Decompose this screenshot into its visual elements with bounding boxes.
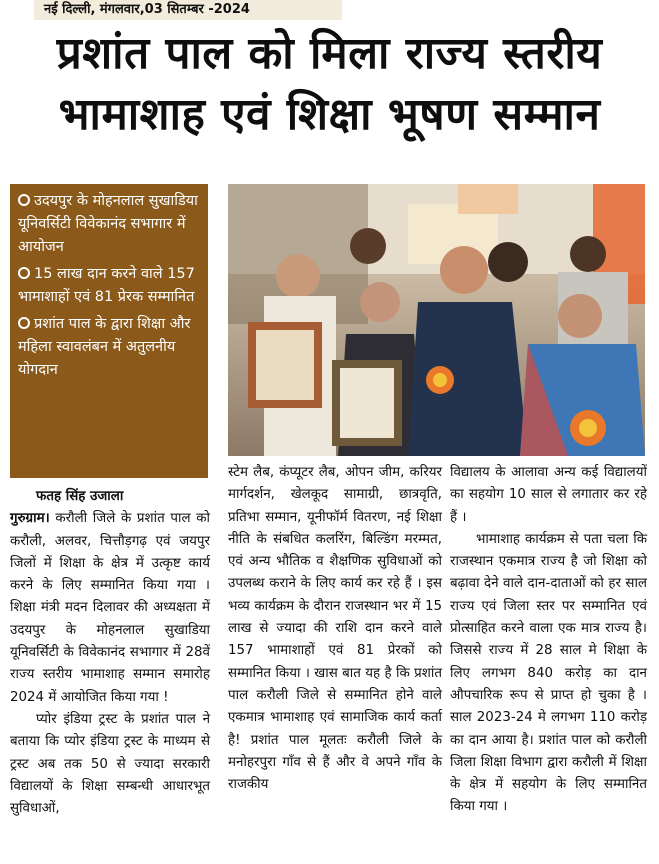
award-ceremony-photo [228,184,645,456]
bullet-circle-icon [18,317,30,329]
paragraph: प्योर इंडिया ट्रस्ट के प्रशांत पाल ने बताया कि प्योर इंडिया ट्रस्ट के माध्यम से ट्रस्ट अब तक 50 से ज्यादा सरकारी विद्यालयों के शिक्षा सम्बन्धी आधारभूत सुविधाओं, [10,711,210,817]
dateline: नई दिल्ली, मंगलवार,03 सितम्बर -2024 [34,0,342,20]
bullet-circle-icon [18,194,30,206]
article-column-2 [228,462,442,796]
paragraph: गुरुग्राम। करौली जिले के प्रशांत पाल को करौली, अलवर, चित्तौड़गढ़ एवं जयपुर जिलों में शिक्षा के क्षेत्र में उत्कृष्ट कार्य करने के लिए सम्मानित किया गया । शिक्षा मंत्री मदन दिलावर की अध्यक्षता में उदयपुर के मोहनलाल सुखाडिया यूनिवर्सिटी के विवेकानंद सभागार में 28वें राज्य स्तरीय भामाशाह सम्मान समारोह 2024 में आयोजित किया गया ! [10,511,210,705]
article-column-1 [10,486,210,820]
highlights-box [10,184,208,478]
dateline-place: गुरुग्राम। [10,511,50,527]
paragraph: भामाशाह कार्यक्रम से पता चला कि राजस्थान एकमात्र राज्य है जो शिक्षा को बढ़ावा देने वाले दान-दाताओं को हर साल राज्य एवं जिला स्तर पर सम्मानित एवं प्रोत्साहित करने वाला एक मात्र राज्य है। जिससे राज्य में 28 साल मे शिक्षा के लिए लगभग 840 करोड़ का दान औपचारिक रूप से प्राप्त हो चुका है । साल 2023-24 मे लगभग 110 करोड़ का दान आया है। प्रशांत पाल को करौली जिला शिक्षा विभाग द्वारा करौली में शिक्षा के क्षेत्र में सहयोग के लिए सम्मानित किया गया । [450,531,647,815]
highlight-item: उदयपुर के मोहनलाल सुखाडिया यूनिवर्सिटी विवेकानंद सभागार में आयोजन [18,193,198,255]
paragraph: स्टेम लैब, कंप्यूटर लैब, ओपन जीम, करियर मार्गदर्शन, खेलकूद सामाग्री, छात्रवृति, प्रतिभा सम्मान, यूनीफॉर्म वितरण, नई शिक्षा नीति के संबधित कलरिंग, बिल्डिंग मरम्मत, एवं अन्य भौतिक व शैक्षणिक सुविधाओं को उपलब्ध कराने के लिए कार्य कर रहे हैं । इस भव्य कार्यक्रम के दौरान राजस्थान भर में 15 लाख से ज्यादा की राशि दान करने वाले 157 भामाशाहों एवं 81 प्रेरकों को सम्मानित किया । खास बात यह है कि प्रशांत पाल करौली जिले से सम्मानित होने वाले एकमात्र भामाशाह एवं सामाजिक कार्य कर्ता है! प्रशांत पाल मूलतः करौली जिले के मनोहरपुरा गाँव से हैं और वे अपने गाँव के राजकीय [228,465,442,793]
photo-illustration [228,184,645,456]
bullet-circle-icon [18,267,30,279]
paragraph: विद्यालय के आलावा अन्य कई विद्यालयों का सहयोग 10 साल से लगातार कर रहे हैं । [450,465,647,525]
highlight-item: 15 लाख दान करने वाले 157 भामाशाहों एवं 81 प्रेरक सम्मानित [18,266,195,305]
byline: फतह सिंह उजाला [36,489,124,504]
headline-line-1: प्रशांत पाल को मिला राज्य स्तरीय [56,28,603,79]
highlight-item: प्रशांत पाल के द्वारा शिक्षा और महिला स्वावलंबन में अतुलनीय योगदान [18,316,191,378]
article-column-3 [450,462,647,819]
headline-line-2: भामाशाह एवं शिक्षा भूषण सम्मान [58,89,601,140]
headline [0,24,659,146]
